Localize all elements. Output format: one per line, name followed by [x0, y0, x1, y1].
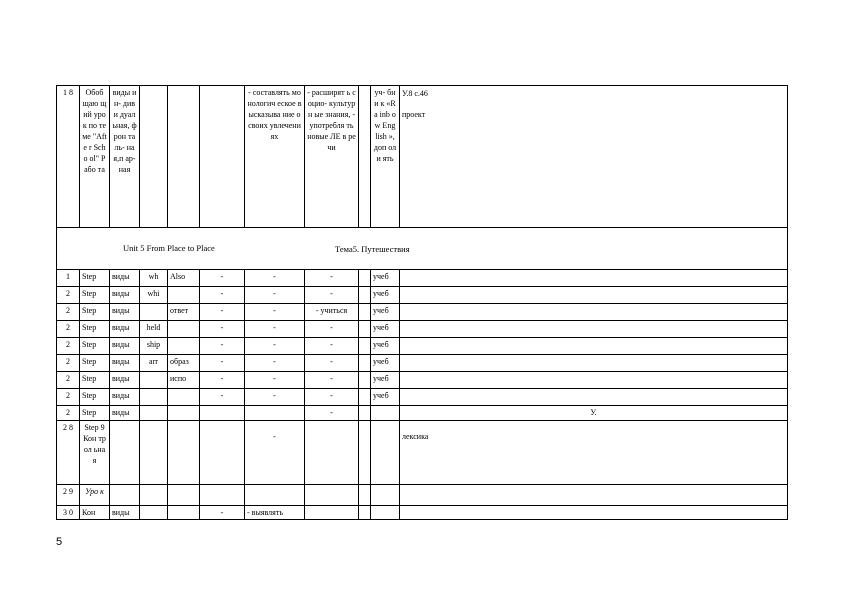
cell: -	[305, 338, 359, 355]
cell: -	[200, 355, 245, 372]
activity-type: виды	[110, 406, 140, 421]
cell	[245, 406, 305, 421]
monologue-skill: - составлять монологич еское высказыва ние о своих увлечениях	[245, 86, 305, 228]
homework: У.	[400, 406, 788, 421]
lesson-number: 2	[57, 321, 80, 338]
table-row	[57, 389, 788, 406]
cell: held	[140, 321, 168, 338]
cell	[140, 389, 168, 406]
cell: whi	[140, 287, 168, 304]
cell: - выявлять	[245, 506, 305, 520]
lesson-number: 2	[57, 287, 80, 304]
cell: Also	[168, 270, 200, 287]
table-row	[57, 321, 788, 338]
lesson-topic: Step	[80, 338, 110, 355]
cell: -	[245, 270, 305, 287]
lesson-topic	[80, 485, 110, 506]
lesson-number: 2 8	[57, 421, 80, 485]
lesson-number: 1	[57, 270, 80, 287]
cell	[168, 321, 200, 338]
lesson-number: 2 9	[57, 485, 80, 506]
textbook: уч- бни к «Ra inb ow Eng lish », доп оли ять	[371, 86, 400, 228]
activity-type: виды	[110, 338, 140, 355]
cell	[200, 406, 245, 421]
cell: ответ	[168, 304, 200, 321]
activity-type: виды	[110, 321, 140, 338]
table-row	[57, 406, 788, 421]
lesson-number: 2	[57, 304, 80, 321]
lesson-number: 2	[57, 389, 80, 406]
textbook: учеб	[371, 355, 400, 372]
activity-type: виды	[110, 355, 140, 372]
cell	[168, 287, 200, 304]
table-row	[57, 421, 788, 485]
homework: лексика	[400, 421, 788, 485]
textbook: учеб	[371, 321, 400, 338]
unit-theme: Тема5. Путешествия	[335, 244, 410, 254]
lesson-topic: Step	[80, 372, 110, 389]
lesson-number: 2	[57, 355, 80, 372]
cell: ship	[140, 338, 168, 355]
sociocultural-skill: - расширят ь социо- культурн ые знания, - употребля ть новые ЛЕ в речи	[305, 86, 359, 228]
textbook: учеб	[371, 270, 400, 287]
lesson-number: 2	[57, 372, 80, 389]
lesson-topic: Step	[80, 321, 110, 338]
cell: образ	[168, 355, 200, 372]
lesson-number: 2	[57, 338, 80, 355]
homework-line-2: проект	[402, 110, 426, 119]
lesson-topic: Кон	[80, 506, 110, 520]
cell: -	[200, 389, 245, 406]
textbook: учеб	[371, 338, 400, 355]
lesson-topic-text: Уро к	[85, 487, 104, 496]
cell: -	[245, 304, 305, 321]
homework-line-1: У.8 с.46	[402, 89, 428, 98]
cell: -	[245, 287, 305, 304]
cell	[168, 406, 200, 421]
cell: -	[200, 304, 245, 321]
cell: -	[245, 321, 305, 338]
unit-header-row	[57, 228, 788, 270]
activity-type: виды	[110, 372, 140, 389]
cell: -	[200, 270, 245, 287]
unit-title: Unit 5 From Place to Place	[123, 243, 215, 253]
cell: -	[305, 270, 359, 287]
activity-type: виды	[110, 304, 140, 321]
cell: -	[305, 389, 359, 406]
table-row	[57, 355, 788, 372]
cell: -	[305, 321, 359, 338]
cell: -	[200, 338, 245, 355]
table-row	[57, 86, 788, 228]
table-row	[57, 506, 788, 520]
cell	[140, 304, 168, 321]
cell: -	[245, 372, 305, 389]
lesson-topic: Обоб щаю щий урок по теме "Afte r Scho ol" Рабо та	[80, 86, 110, 228]
cell: - учиться	[305, 304, 359, 321]
cell: -	[200, 506, 245, 520]
activity-type: виды	[110, 389, 140, 406]
lesson-topic: Step	[80, 304, 110, 321]
activity-type: виды ин- диви дуал ьная, фрон таль- ная,п ар- ная	[110, 86, 140, 228]
cell: -	[200, 321, 245, 338]
lesson-topic: Step 9 Кон трол ьная	[80, 421, 110, 485]
table-row	[57, 270, 788, 287]
textbook	[371, 406, 400, 421]
activity-type: виды	[110, 287, 140, 304]
textbook: учеб	[371, 304, 400, 321]
textbook: учеб	[371, 287, 400, 304]
cell: arr	[140, 355, 168, 372]
lesson-topic: Step	[80, 270, 110, 287]
cell: -	[305, 355, 359, 372]
cell: -	[245, 338, 305, 355]
activity-type: виды	[110, 270, 140, 287]
unit-title-cell	[57, 228, 788, 270]
homework	[400, 86, 788, 228]
activity-type: виды	[110, 506, 140, 520]
cell: -	[200, 372, 245, 389]
cell: wh	[140, 270, 168, 287]
lesson-number: 1 8	[57, 86, 80, 228]
lesson-topic: Step	[80, 355, 110, 372]
table-row	[57, 372, 788, 389]
table-row	[57, 287, 788, 304]
cell: -	[245, 355, 305, 372]
lesson-plan-table	[56, 85, 788, 520]
table-row	[57, 304, 788, 321]
lesson-topic: Step	[80, 389, 110, 406]
cell: -	[200, 287, 245, 304]
table-row	[57, 485, 788, 506]
cell: испо	[168, 372, 200, 389]
cell	[168, 338, 200, 355]
lesson-number: 2	[57, 406, 80, 421]
lesson-topic: Step	[80, 287, 110, 304]
cell: -	[245, 421, 305, 485]
cell: -	[245, 389, 305, 406]
cell: -	[305, 287, 359, 304]
table-row	[57, 338, 788, 355]
cell	[140, 406, 168, 421]
textbook: учеб	[371, 389, 400, 406]
textbook: учеб	[371, 372, 400, 389]
cell	[168, 389, 200, 406]
lesson-number: 3 0	[57, 506, 80, 520]
cell	[140, 372, 168, 389]
lesson-topic: Step	[80, 406, 110, 421]
cell: -	[305, 372, 359, 389]
cell: -	[305, 406, 359, 421]
page-number: 5	[56, 536, 63, 548]
